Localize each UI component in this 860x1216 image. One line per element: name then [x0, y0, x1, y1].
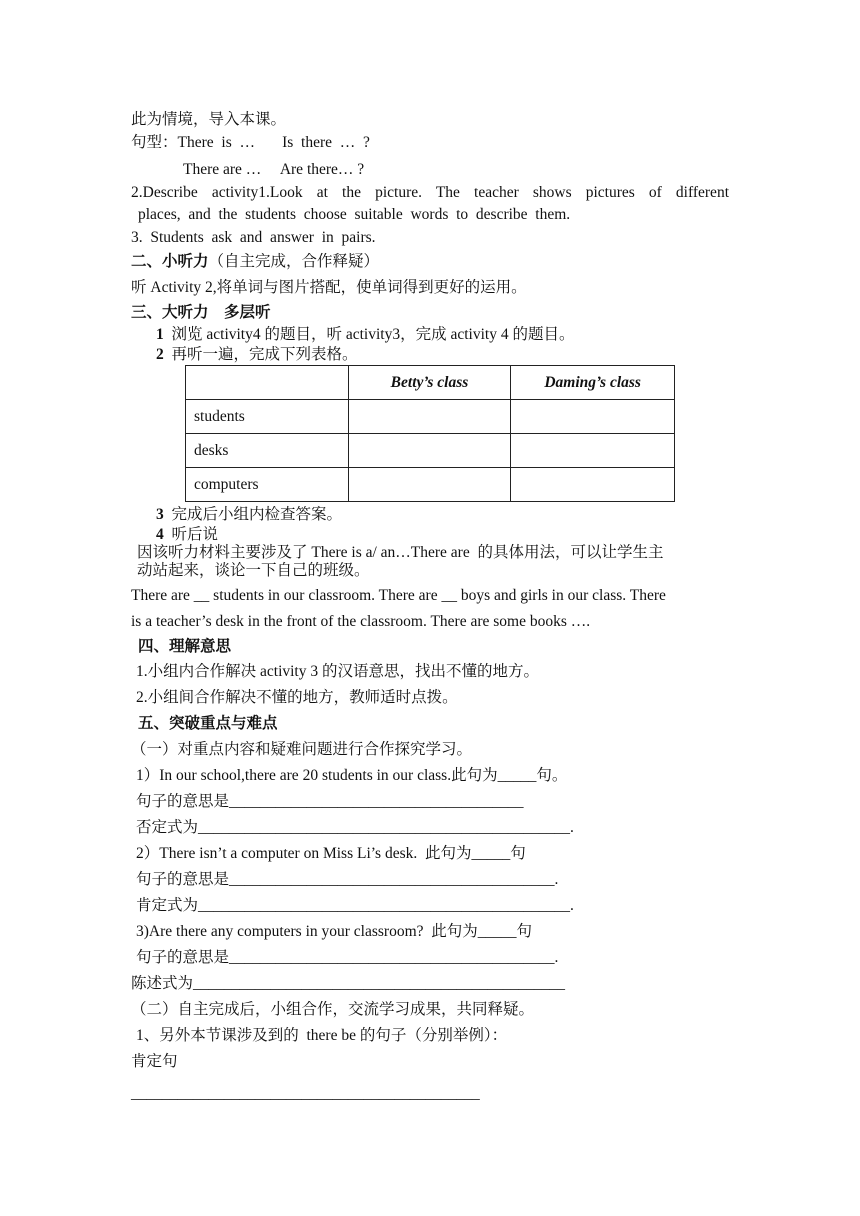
question-1-negative: 否定式为________________________________________________.	[136, 819, 574, 836]
table-header-cell: Betty’s class	[348, 366, 511, 400]
part-2-intro: （二）自主完成后，小组合作，交流学习成果，共同释疑。	[131, 1001, 535, 1018]
section-4-heading: 四、理解意思	[138, 638, 232, 655]
step-3	[156, 505, 342, 525]
understanding-line-2: 2.小组间合作解决不懂的地方，教师适时点拨。	[136, 689, 458, 706]
affirmative-label: 肯定句	[131, 1053, 178, 1070]
step-1	[156, 325, 574, 345]
example-line-b: is a teacher’s desk in the front of the classroom. There are some books ….	[131, 613, 591, 630]
section-2-heading	[131, 252, 379, 272]
table-cell[interactable]	[348, 400, 511, 434]
answer-blank-line: _____________________________________________	[131, 1085, 480, 1102]
step-4-text: 听后说	[171, 526, 219, 543]
step-4	[156, 525, 218, 545]
table-header-cell: Daming’s class	[511, 366, 675, 400]
question-3-meaning: 句子的意思是__________________________________________.	[136, 949, 559, 966]
understanding-line-1: 1.小组内合作解决 activity 3 的汉语意思，找出不懂的地方。	[136, 663, 539, 680]
step-2-text: 再听一遍，完成下列表格。	[171, 346, 358, 363]
section-5-heading: 五、突破重点与难点	[138, 715, 278, 732]
step-1-number: 1	[156, 326, 164, 343]
table-row	[186, 434, 675, 468]
table-header-cell	[186, 366, 349, 400]
table-cell[interactable]	[511, 468, 675, 502]
table-row-label: desks	[186, 434, 349, 468]
table-row	[186, 400, 675, 434]
question-2-meaning: 句子的意思是__________________________________________.	[136, 871, 559, 888]
table-row-label: computers	[186, 468, 349, 502]
table-cell[interactable]	[511, 434, 675, 468]
table-cell[interactable]	[348, 468, 511, 502]
step-3-number: 3	[156, 506, 164, 523]
activity1-line-b: places, and the students choose suitable words to describe them.	[138, 206, 571, 223]
question-1: 1）In our school,there are 20 students in our class.此句为_____句。	[136, 767, 568, 784]
step-2-number: 2	[156, 346, 164, 363]
speaking-note-b: 动站起来，谈论一下自己的班级。	[137, 562, 370, 579]
question-2-affirmative: 肯定式为________________________________________________.	[136, 897, 574, 914]
section-2-note: （自主完成，合作释疑）	[208, 253, 380, 270]
example-line-a: There are __ students in our classroom. There are __ boys and girls in our class. There	[131, 587, 666, 604]
context-line: 此为情境，导入本课。	[131, 111, 287, 128]
step-4-number: 4	[156, 526, 164, 543]
table-cell[interactable]	[511, 400, 675, 434]
question-2: 2）There isn’t a computer on Miss Li’s desk. 此句为_____句	[136, 845, 526, 862]
part-1-intro: （一）对重点内容和疑难问题进行合作探究学习。	[131, 741, 473, 758]
question-1-meaning: 句子的意思是______________________________________	[136, 793, 524, 810]
speaking-note-a: 因该听力材料主要涉及了 There is a/ an…There are 的具体用法，可以让学生主	[137, 544, 664, 561]
question-3-statement: 陈述式为________________________________________________	[131, 975, 566, 992]
section-3-heading: 三、大听力 多层听	[131, 304, 271, 321]
step-1-text: 浏览 activity4 的题目，听 activity3，完成 activity 4 的题目。	[171, 326, 575, 343]
step-2	[156, 345, 358, 365]
sentence-pattern-line-2: There are … Are there… ?	[183, 161, 365, 178]
activity2-line: 听 Activity 2,将单词与图片搭配，使单词得到更好的运用。	[131, 279, 527, 296]
activity1-line-a: 2.Describe activity1.Look at the picture. The teacher shows pictures of different	[131, 184, 729, 201]
there-be-examples: 1、另外本节课涉及到的 there be 的句子（分别举例）：	[136, 1027, 508, 1044]
table-header-row	[186, 366, 675, 400]
pairs-line: 3. Students ask and answer in pairs.	[131, 229, 376, 246]
table-row	[186, 468, 675, 502]
listening-table	[185, 365, 675, 502]
section-2-title: 二、小听力	[131, 253, 209, 270]
table-row-label: students	[186, 400, 349, 434]
table-cell[interactable]	[348, 434, 511, 468]
step-3-text: 完成后小组内检查答案。	[171, 506, 343, 523]
question-3: 3)Are there any computers in your classroom? 此句为_____句	[136, 923, 533, 940]
sentence-pattern-line: 句型：There is … Is there … ?	[131, 134, 370, 151]
